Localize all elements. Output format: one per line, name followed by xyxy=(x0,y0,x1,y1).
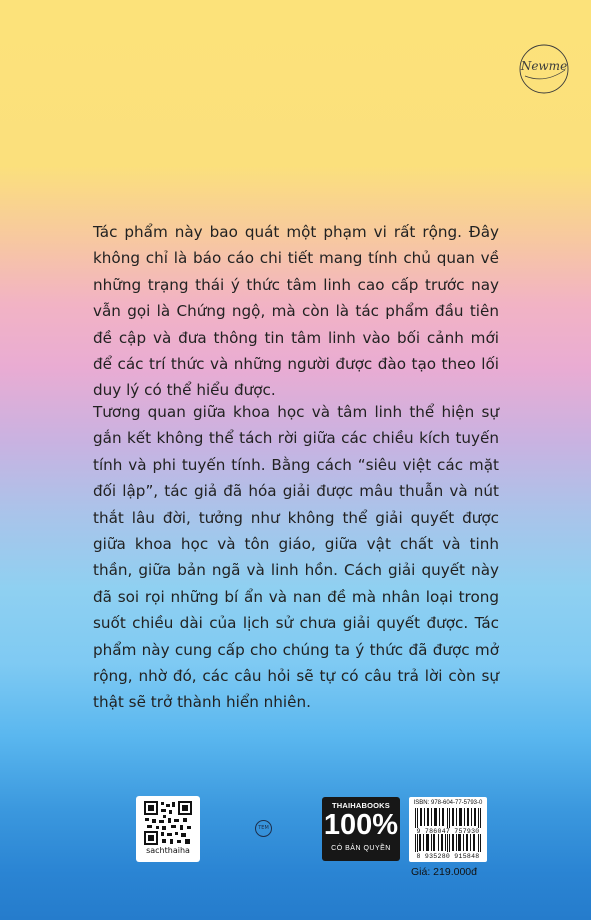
barcode-number-2: 8 935280 915848 xyxy=(416,853,480,860)
tem-stamp xyxy=(255,820,272,837)
isbn-text: ISBN: 978-604-77-5793-0 xyxy=(413,800,483,806)
copyright-badge xyxy=(322,797,400,861)
logo-text: Newme xyxy=(520,59,568,73)
paragraph-1: Tác phẩm này bao quát một phạm vi rất rộng. Đây không chỉ là báo cáo chi tiết mang tính chủ quan về những trạng thái ý thức tâm linh cao cấp trước nay vẫn gọi là Chứng ngộ, mà còn là tác phẩm đầu tiên đề cập và đưa thông tin tâm linh vào bối cảnh mới để các trí thức và những người được đào tạo theo lối duy lý có thể hiểu được. xyxy=(93,223,499,400)
publisher-name: THAIHABOOKS xyxy=(331,801,391,810)
newme-logo xyxy=(515,40,573,98)
qr-code xyxy=(136,796,200,862)
badge-text: CÓ BẢN QUYỀN xyxy=(331,845,391,852)
badge-percent: 100% xyxy=(323,809,399,841)
barcode-number-1: 9 786047 757930 xyxy=(416,828,480,835)
tem-label: TEM xyxy=(258,825,269,831)
price-label: Giá: 219.000đ xyxy=(411,866,477,878)
paragraph-2: Tương quan giữa khoa học và tâm linh thể hiện sự gắn kết không thể tách rời giữa các chiều kích tuyến tính và phi tuyến tính. Bằng cách “siêu việt các mặt đối lập”, tác giả đã hóa giải được mâu thuẫn và nút thắt lâu đời, tưởng như không thể giải quyết được giữa khoa học và tôn giáo, giữa vật chất và tinh thần, giữa bản ngã và linh hồn. Cách giải quyết này đã soi rọi những bí ẩn và nan đề mà nhân loại trong suốt chiều dài của lịch sử chưa giải quyết được. Tác phẩm này cung cấp cho chúng ta ý thức đã được mở rộng, nhờ đó, các câu hỏi sẽ tự có câu trả lời còn sự thật sẽ trở thành hiển nhiên. xyxy=(93,403,499,712)
qr-label: sachthaiha xyxy=(146,846,190,855)
qr-code-icon xyxy=(144,801,192,845)
barcode xyxy=(409,797,487,862)
